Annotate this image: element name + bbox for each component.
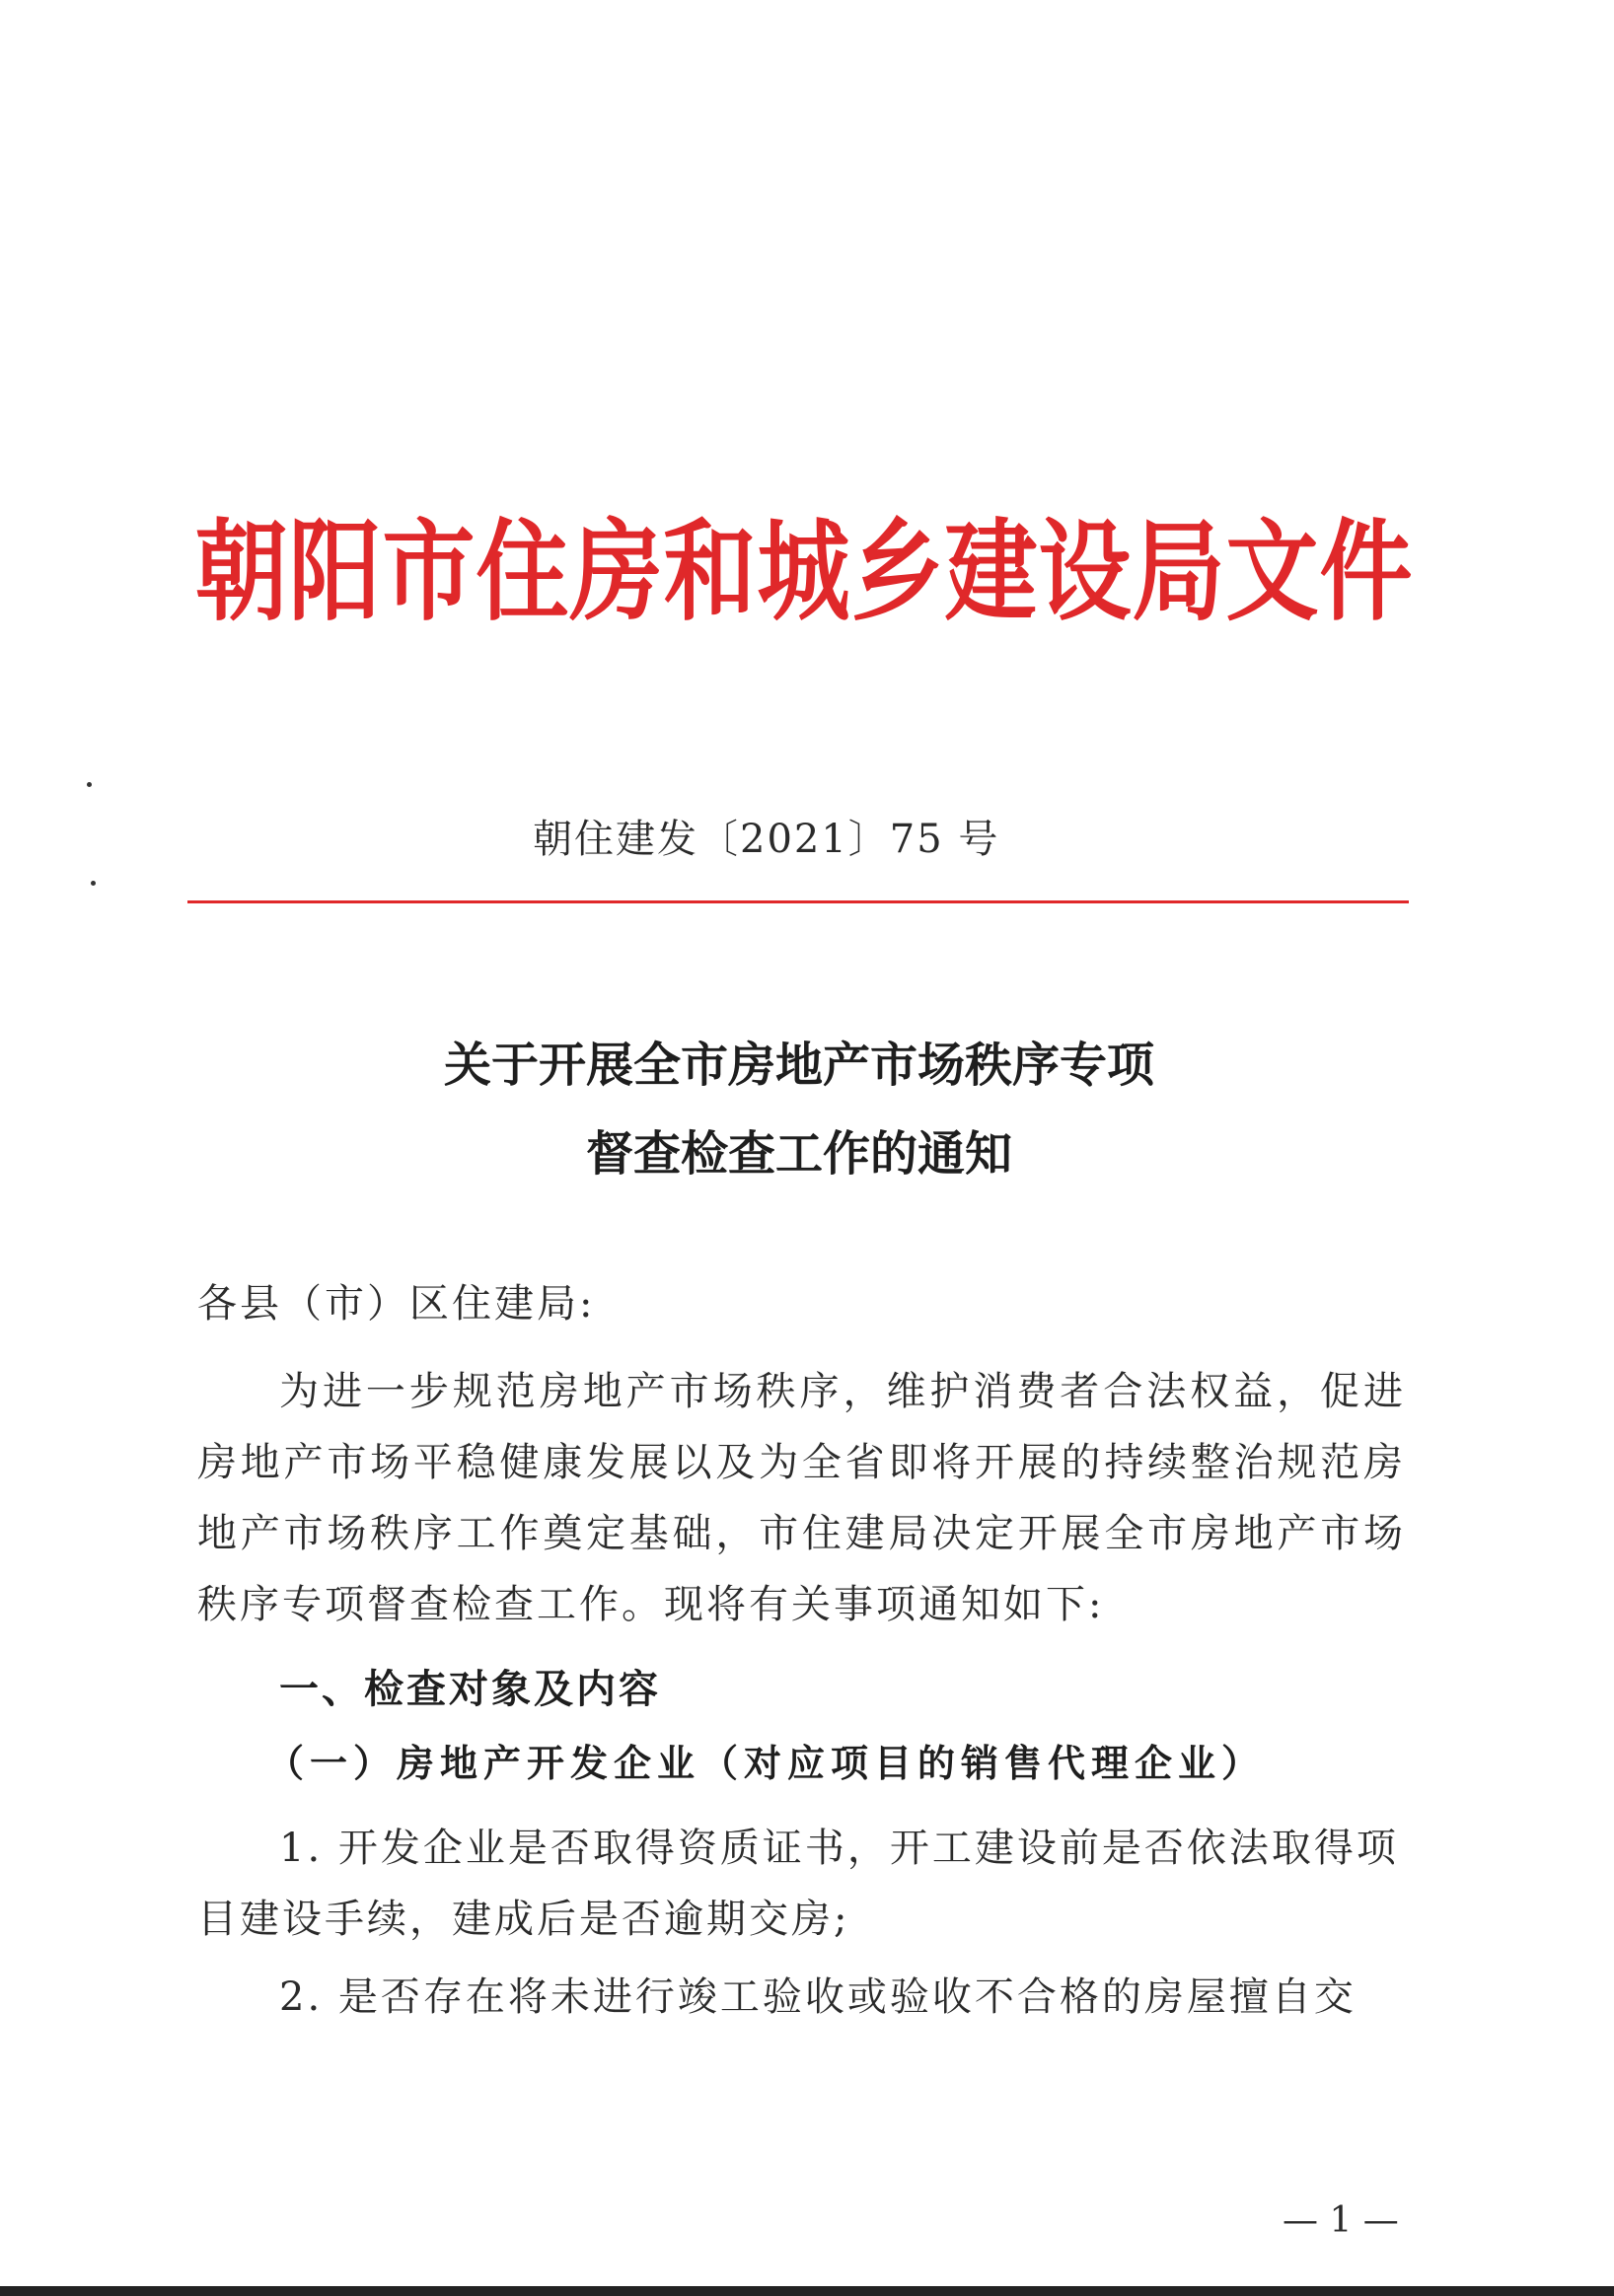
notice-title-line-1: 关于开展全市房地产市场秩序专项: [443, 1038, 1154, 1093]
section-heading: 一、检查对象及内容: [279, 1667, 661, 1712]
list-item: 2. 是否存在将未进行竣工验收或验收不合格的房屋擅自交: [279, 1974, 1357, 2020]
subsection-heading: （一）房地产开发企业（对应项目的销售代理企业）: [266, 1742, 1266, 1785]
red-divider-line: [187, 900, 1409, 903]
notice-title: [197, 1021, 1401, 1198]
notice-title-line-2: 督查检查工作的通知: [585, 1126, 1012, 1182]
document-number: 朝住建发〔2021〕75 号: [533, 817, 1000, 862]
scan-bottom-edge: [0, 2286, 1614, 2296]
salutation: 各县（市）区住建局:: [197, 1281, 596, 1327]
intro-paragraph: 为进一步规范房地产市场秩序，维护消费者合法权益，促进房地产市场平稳健康发展以及为全省即将开展的持续整治规范房地产市场秩序工作奠定基础，市住建局决定开展全市房地产市场秩序专项督查检查工作。现将有关事项通知如下:: [197, 1369, 1406, 1627]
issuer-banner: 朝阳市住房和城乡建设局文件: [194, 508, 1414, 636]
scan-speck: [91, 881, 96, 886]
scan-speck: [87, 782, 92, 787]
page-number: — 1 —: [1283, 2200, 1399, 2241]
list-item: 1. 开发企业是否取得资质证书，开工建设前是否依法取得项目建设手续，建成后是否逾期交房;: [197, 1826, 1399, 1942]
